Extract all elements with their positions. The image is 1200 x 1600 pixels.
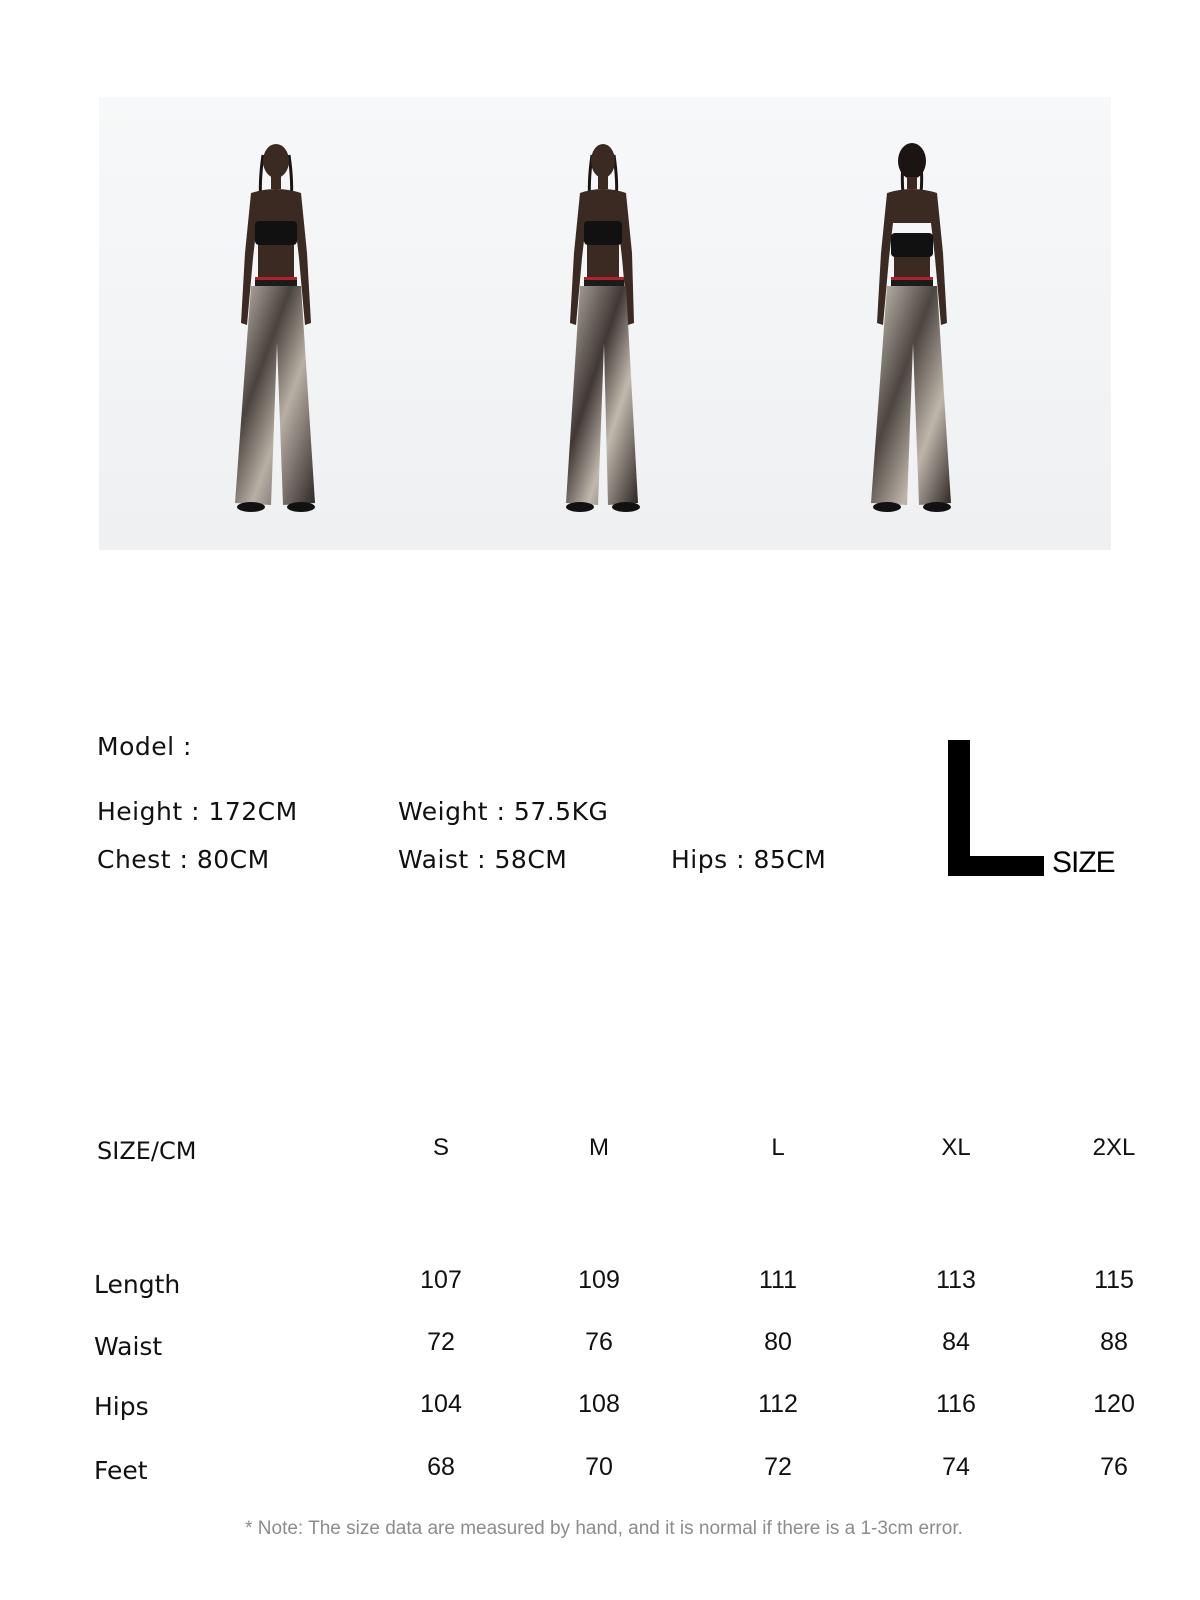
table-cell: 120	[1093, 1390, 1135, 1418]
model-chest: Chest : 80CM	[97, 845, 270, 874]
table-cell: 108	[578, 1390, 620, 1418]
model-photo-back	[847, 133, 977, 523]
size-column-2xl: 2XL	[1092, 1134, 1136, 1161]
size-column-xl: XL	[941, 1134, 971, 1161]
model-hips: Hips : 85CM	[671, 845, 827, 874]
model-title: Model :	[97, 732, 192, 761]
size-column-l: L	[771, 1134, 785, 1161]
table-cell: 74	[942, 1453, 970, 1481]
size-column-s: S	[432, 1134, 449, 1161]
table-cell: 113	[936, 1266, 976, 1294]
table-cell: 76	[585, 1328, 613, 1356]
row-label-hips: Hips	[94, 1392, 149, 1421]
model-waist: Waist : 58CM	[398, 845, 568, 874]
product-photo-strip	[99, 97, 1111, 550]
table-cell: 72	[764, 1453, 792, 1481]
table-cell: 84	[942, 1328, 970, 1356]
table-cell: 109	[578, 1266, 620, 1294]
table-cell: 111	[758, 1266, 797, 1294]
row-label-length: Length	[94, 1270, 181, 1299]
model-weight: Weight : 57.5KG	[398, 797, 609, 826]
table-cell: 116	[936, 1390, 976, 1418]
size-column-m: M	[589, 1134, 609, 1161]
table-cell: 70	[585, 1453, 613, 1481]
model-photo-front	[211, 133, 341, 523]
row-label-feet: Feet	[94, 1456, 148, 1485]
table-cell: 107	[420, 1266, 462, 1294]
model-photo-side	[536, 133, 666, 523]
size-table-header-label: SIZE/CM	[97, 1137, 197, 1165]
model-height: Height : 172CM	[97, 797, 298, 826]
table-cell: 112	[758, 1390, 798, 1418]
row-label-waist: Waist	[94, 1332, 163, 1361]
table-cell: 68	[427, 1453, 455, 1481]
size-badge-word: SIZE	[1052, 846, 1115, 879]
table-cell: 76	[1100, 1453, 1128, 1481]
table-cell: 104	[420, 1390, 462, 1418]
table-cell: 80	[764, 1328, 792, 1356]
measurement-note: * Note: The size data are measured by hand, and it is normal if there is a 1-3cm error.	[245, 1518, 963, 1539]
table-cell: 115	[1094, 1266, 1134, 1294]
table-cell: 72	[427, 1328, 455, 1356]
table-cell: 88	[1100, 1328, 1128, 1356]
size-badge-letter	[948, 740, 1044, 876]
